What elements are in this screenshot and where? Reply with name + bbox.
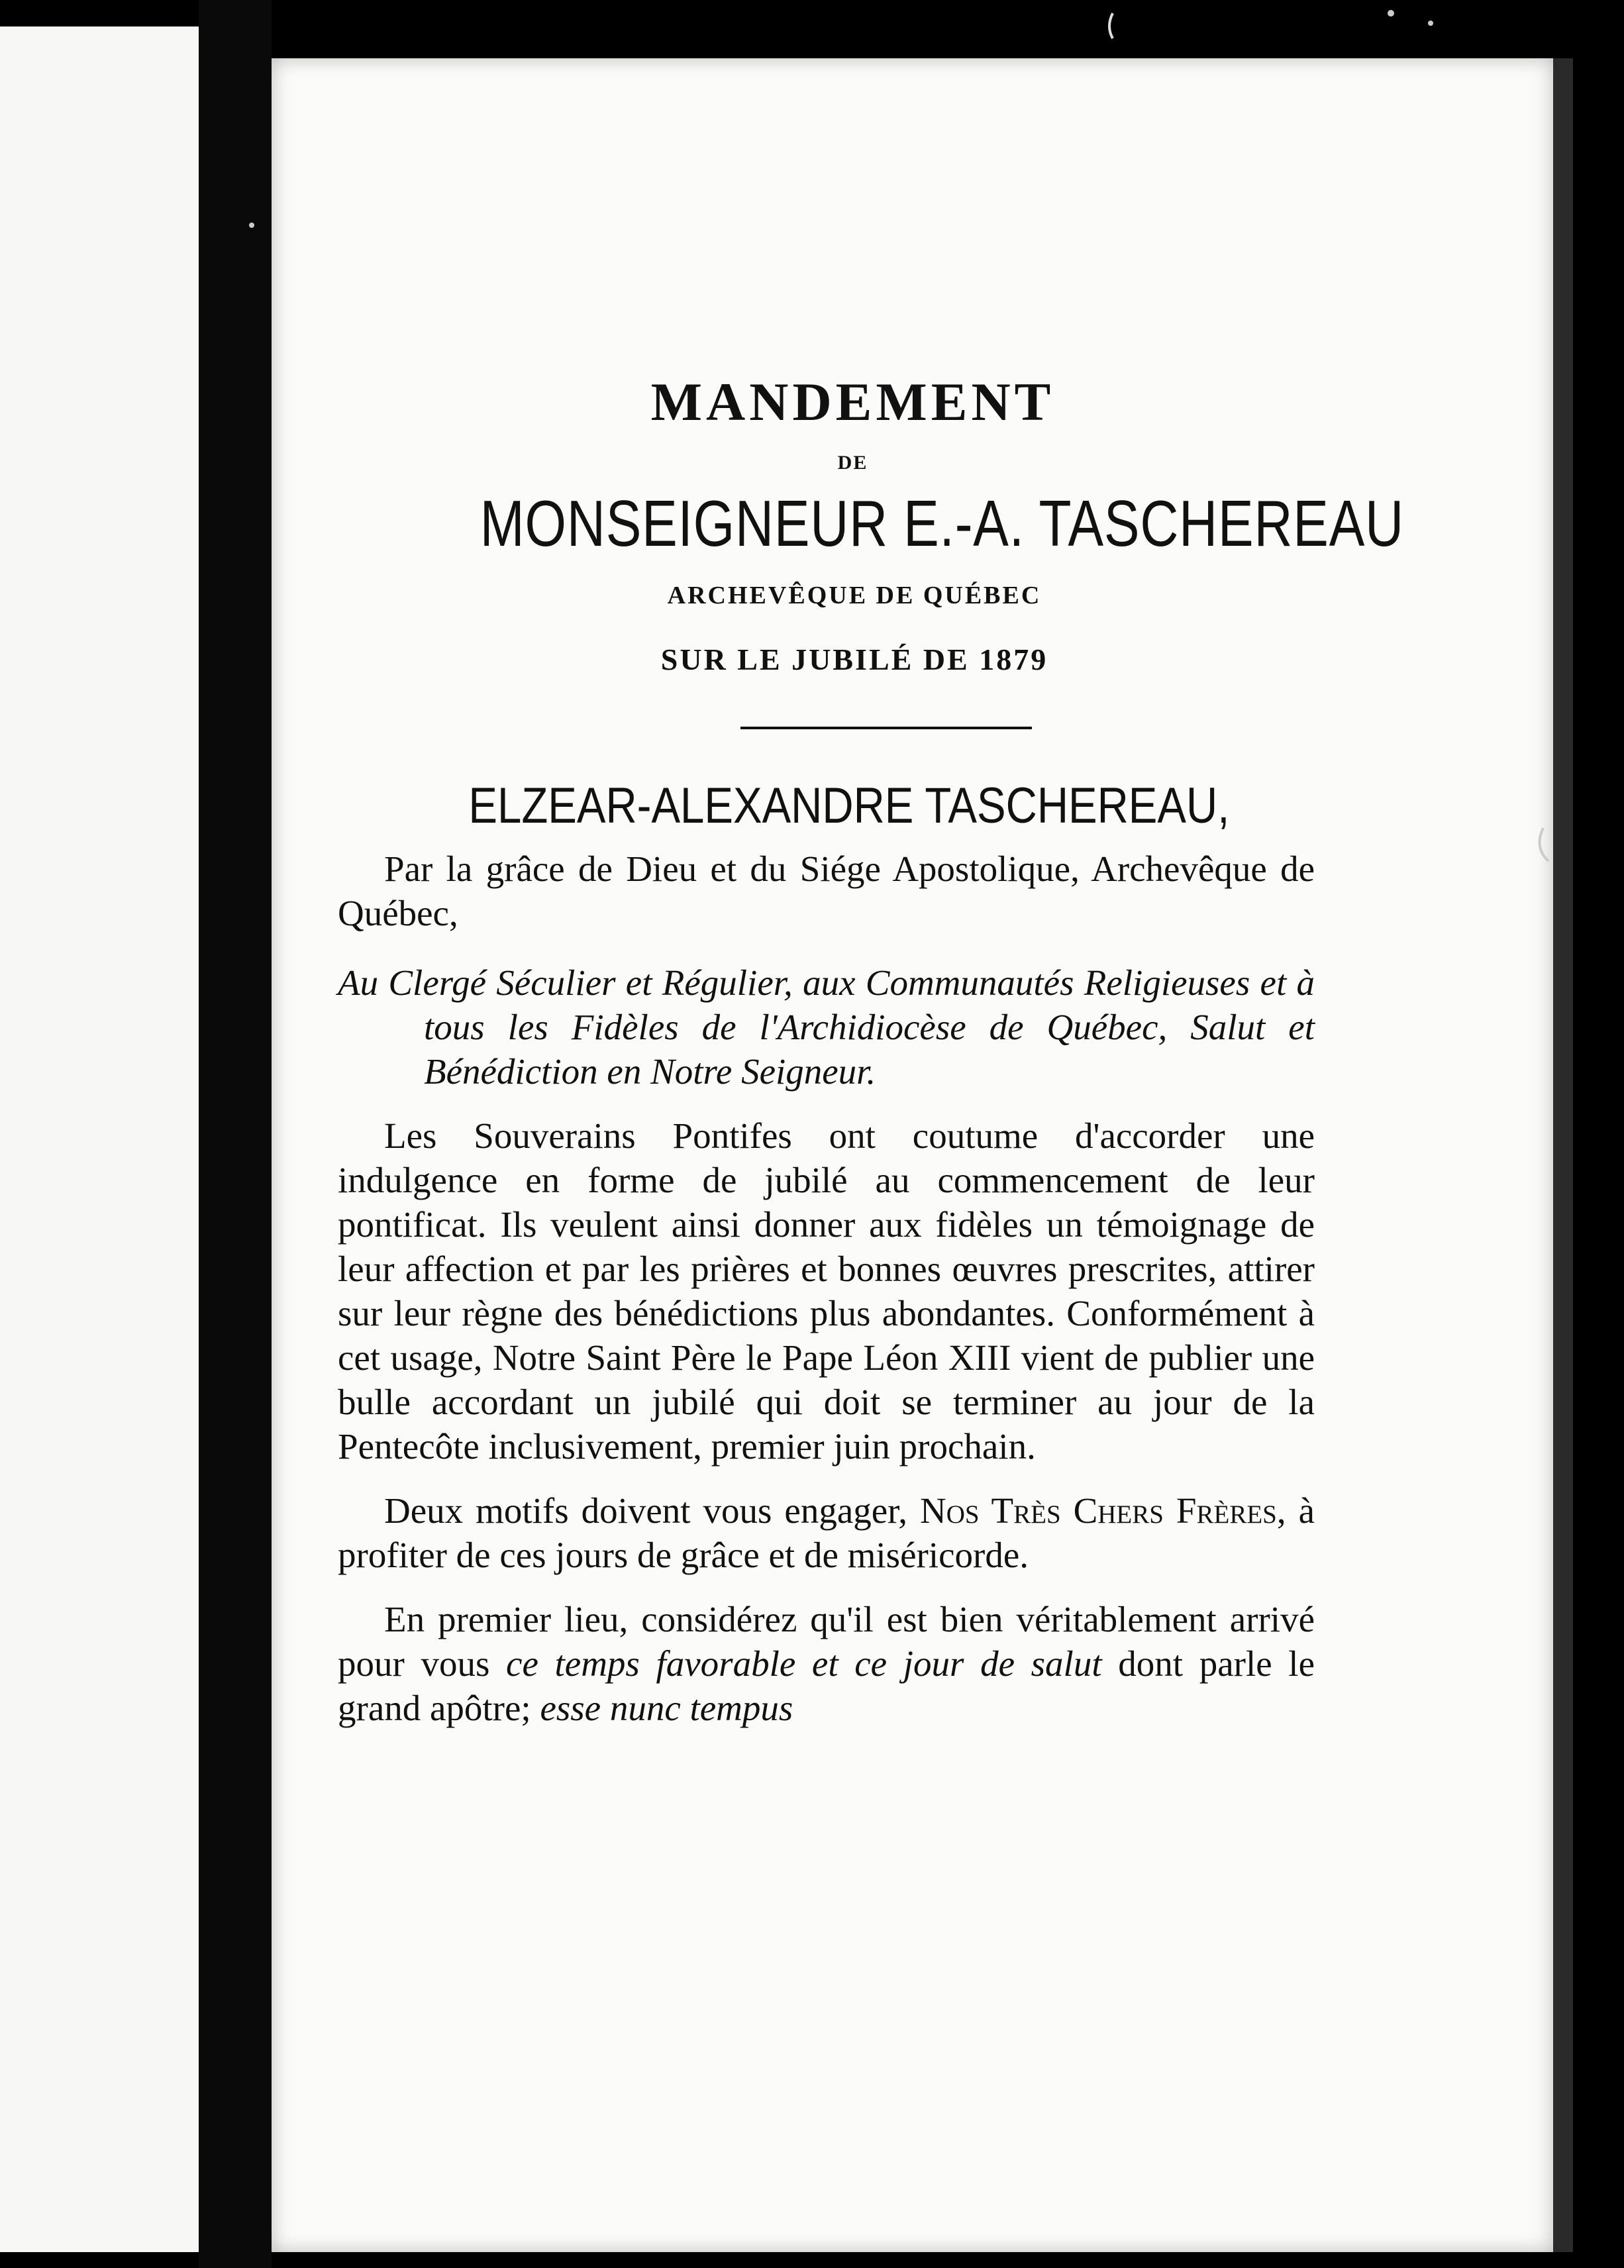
address-paragraph: Au Clergé Séculier et Régulier, aux Communautés Religieuses et à tous les Fidèles de l'Archidiocèse de Québec, Salut et Bénédiction en Notre Seigneur. [338,962,1315,1092]
paragraph-1: Les Souverains Pontifes ont coutume d'accorder une indulgence en forme de jubilé au commencement de leur pontificat. Ils veulent ainsi donner aux fidèles un témoignage de leur affection et par les prières et bonnes œuvres prescrites, attirer sur leur règne des bénédictions plus abondantes. Conformément à cet usage, Notre Saint Père le Pape Léon XIII vient de publier une bulle accordant un jubilé qui doit se terminer au jour de la Pentecôte inclusivement, premier juin prochain. [338,1115,1315,1467]
paragraph-3-italic-2: esse nunc tempus [540,1688,793,1728]
paragraph-2 [338,1488,1315,1577]
document-title: MANDEMENT [650,372,1055,432]
subject-line: SUR LE JUBILÉ DE 1879 [660,643,1048,676]
left-page-fragment [0,26,199,2252]
office-line: ARCHEVÊQUE DE QUÉBEC [667,582,1042,609]
paragraph-3-start: En premier lieu, considérez qu'il est bien véritablement arrivé pour vous [338,1599,1315,1684]
paragraph-3-mid: dont parle le grand apôtre; [338,1643,1315,1728]
divider-rule [740,727,1032,729]
grace-line: Par la grâce de Dieu et du Siége Apostolique, Archevêque de Québec, [338,849,1315,933]
document-text [338,371,1404,1730]
paragraph-2-caps: Nos Très Chers Frères [919,1490,1277,1531]
paragraph-3 [338,1597,1315,1730]
name-heading: ELZEAR-ALEXANDRE TASCHEREAU, [468,778,1230,834]
paragraph-2-start: Deux motifs doivent vous engager, [384,1490,920,1531]
author-line: MONSEIGNEUR E.-A. TASCHEREAU [480,487,1404,560]
title-connector: DE [837,452,868,474]
page-edge [1553,58,1573,2252]
paragraph-3-italic-1: ce temps favorable et ce jour de salut [506,1643,1102,1684]
page-gutter [199,0,272,2268]
paragraph-2-end: , à profiter de ces jours de grâce et de miséricorde. [338,1490,1315,1575]
